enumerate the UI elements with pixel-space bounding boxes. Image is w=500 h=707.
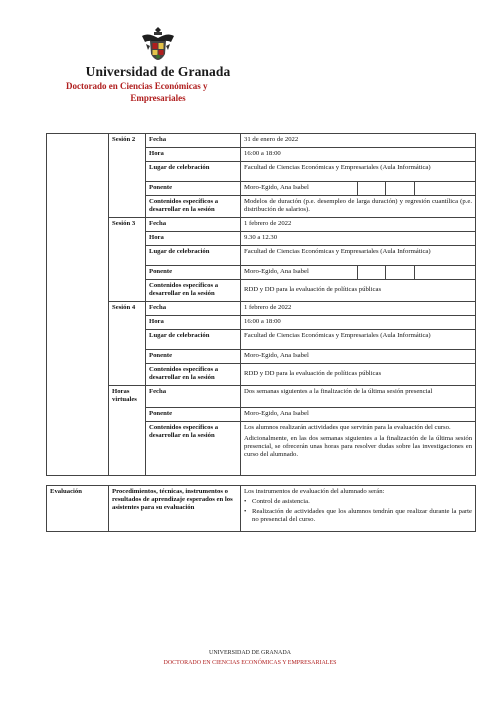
hora-value: 16:00 a 18:00 bbox=[241, 316, 476, 330]
ponente-label: Ponente bbox=[146, 350, 241, 364]
procedures-label: Procedimientos, técnicas, instrumentos o resultados de aprendizaje esperados en los asistentes para su evaluación bbox=[109, 486, 241, 532]
fecha-value: 1 febrero de 2022 bbox=[241, 302, 476, 316]
empty-cell bbox=[386, 182, 415, 196]
course-table bbox=[46, 133, 476, 476]
session-name: Sesión 2 bbox=[109, 134, 146, 218]
list-item: • Realización de actividades que los alumnos tendrán que realizar durante la parte no presencial del curso. bbox=[244, 508, 472, 525]
lugar-value: Facultad de Ciencias Económicas y Empresariales (Aula Informática) bbox=[241, 162, 476, 182]
virtual-fecha-row bbox=[47, 386, 476, 408]
contenidos-value bbox=[241, 422, 476, 476]
fecha-label: Fecha bbox=[146, 386, 241, 408]
contenidos-label: Contenidos específicos a desarrollar en la sesión bbox=[146, 422, 241, 476]
evaluation-row bbox=[47, 486, 476, 532]
session-name: Sesión 3 bbox=[109, 218, 146, 302]
empty-left-cell bbox=[47, 134, 109, 476]
lugar-label: Lugar de celebración bbox=[146, 330, 241, 350]
evaluation-table bbox=[46, 485, 476, 532]
program-name-line2: Empresariales bbox=[130, 93, 186, 103]
empty-cell bbox=[386, 266, 415, 280]
program-name-line1: Doctorado en Ciencias Económicas y bbox=[66, 81, 208, 91]
lugar-value: Facultad de Ciencias Económicas y Empresariales (Aula Informática) bbox=[241, 330, 476, 350]
contenidos-value: Modelos de duración (p.e. desempleo de larga duración) y regresión cuantílica (p.e. distribución de salarios). bbox=[241, 196, 476, 218]
ponente-value: Moro-Egido, Ana Isabel bbox=[241, 350, 476, 364]
empty-cell bbox=[415, 182, 476, 196]
contenidos-paragraph: Los alumnos realizarán actividades que servirán para la evaluación del curso. bbox=[244, 423, 451, 431]
session-4-fecha-row bbox=[47, 302, 476, 316]
ponente-value: Moro-Egido, Ana Isabel bbox=[241, 408, 476, 422]
ponente-label: Ponente bbox=[146, 182, 241, 196]
lugar-label: Lugar de celebración bbox=[146, 162, 241, 182]
university-name: Universidad de Granada bbox=[85, 64, 231, 79]
fecha-label: Fecha bbox=[146, 218, 241, 232]
footer-university: UNIVERSIDAD DE GRANADA bbox=[209, 650, 291, 656]
lugar-label: Lugar de celebración bbox=[146, 246, 241, 266]
ponente-label: Ponente bbox=[146, 408, 241, 422]
contenidos-label: Contenidos específicos a desarrollar en la sesión bbox=[146, 280, 241, 302]
session-name: Horas virtuales bbox=[109, 386, 146, 476]
fecha-value: 1 febrero de 2022 bbox=[241, 218, 476, 232]
list-item: • Control de asistencia. bbox=[244, 498, 472, 506]
fecha-label: Fecha bbox=[146, 302, 241, 316]
fecha-value: Dos semanas siguientes a la finalización de la última sesión presencial bbox=[241, 386, 476, 408]
session-name: Sesión 4 bbox=[109, 302, 146, 386]
session-2-fecha-row bbox=[47, 134, 476, 148]
hora-value: 9.30 a 12.30 bbox=[241, 232, 476, 246]
evaluation-list bbox=[244, 498, 472, 525]
lugar-value: Facultad de Ciencias Económicas y Empresariales (Aula Informática) bbox=[241, 246, 476, 266]
hora-label: Hora bbox=[146, 148, 241, 162]
contenidos-value: RDD y DD para la evaluación de políticas públicas bbox=[241, 280, 476, 302]
ponente-value: Moro-Egido, Ana Isabel bbox=[241, 266, 358, 280]
contenidos-label: Contenidos específicos a desarrollar en la sesión bbox=[146, 196, 241, 218]
contenidos-paragraph: Adicionalmente, en las dos semanas siguientes a la finalización de la última sesión presencial, se ofrecerán unas horas para resolver dudas sobre las investigaciones en curso del alumnado. bbox=[244, 434, 473, 459]
contenidos-label: Contenidos específicos a desarrollar en la sesión bbox=[146, 364, 241, 386]
session-3-fecha-row bbox=[47, 218, 476, 232]
hora-value: 16:00 a 18:00 bbox=[241, 148, 476, 162]
ponente-value: Moro-Egido, Ana Isabel bbox=[241, 182, 358, 196]
hora-label: Hora bbox=[146, 232, 241, 246]
fecha-value: 31 de enero de 2022 bbox=[241, 134, 476, 148]
evaluation-label: Evaluación bbox=[47, 486, 109, 532]
evaluation-intro: Los instrumentos de evaluación del alumnado serán: bbox=[244, 487, 385, 495]
program-name bbox=[66, 80, 244, 104]
footer-program: DOCTORADO EN CIENCIAS ECONÓMICAS Y EMPRESARIALES bbox=[163, 660, 337, 666]
hora-label: Hora bbox=[146, 316, 241, 330]
empty-cell bbox=[415, 266, 476, 280]
ponente-label: Ponente bbox=[146, 266, 241, 280]
fecha-label: Fecha bbox=[146, 134, 241, 148]
empty-cell bbox=[358, 266, 386, 280]
university-crest-icon bbox=[138, 24, 178, 62]
evaluation-content bbox=[241, 486, 476, 532]
contenidos-value: RDD y DD para la evaluación de políticas públicas bbox=[241, 364, 476, 386]
empty-cell bbox=[358, 182, 386, 196]
